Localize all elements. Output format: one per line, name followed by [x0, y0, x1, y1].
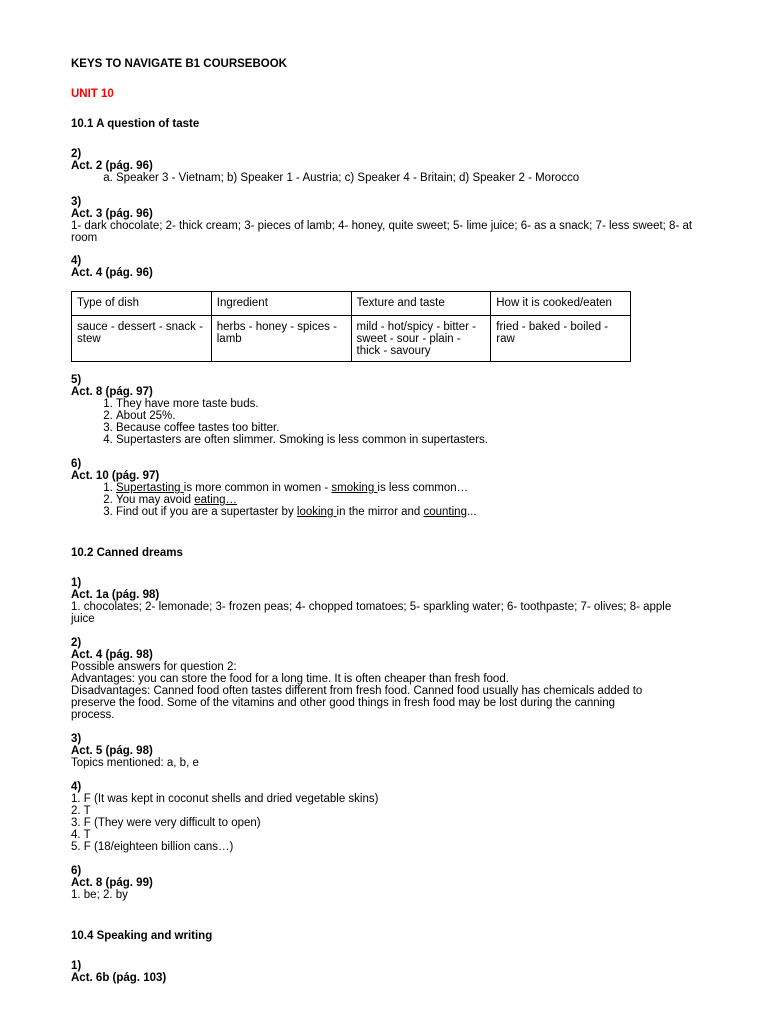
answer-line: 1. F (It was kept in coconut shells and dried vegetable skins)	[71, 793, 379, 805]
answer-block-10-1-3	[71, 196, 768, 244]
question-number: 5)	[71, 374, 82, 386]
question-number: 4)	[71, 255, 82, 267]
answer-item	[116, 494, 768, 506]
answer-line: 2. T	[71, 805, 91, 817]
table-header-cell: How it is cooked/eaten	[491, 292, 631, 316]
answer-text: 1. chocolates; 2- lemonade; 3- frozen peas; 4- chopped tomatoes; 5- sparkling water; 6- toothpaste; 7- olives; 8- apple juice	[71, 601, 672, 625]
answer-item: 1. They have more taste buds.	[116, 398, 768, 410]
unit-title: UNIT 10	[71, 88, 114, 100]
vocabulary-table	[71, 291, 631, 362]
answer-block-10-2-6	[71, 865, 768, 901]
activity-ref: Act. 5 (pág. 98)	[71, 745, 153, 757]
table-row	[72, 316, 631, 362]
underlined-word: eating…	[194, 494, 238, 506]
answer-block-10-1-5	[71, 374, 768, 446]
activity-ref: Act. 4 (pág. 96)	[71, 267, 153, 279]
activity-ref: Act. 8 (pág. 99)	[71, 877, 153, 889]
document-title: KEYS TO NAVIGATE B1 COURSEBOOK	[71, 58, 287, 70]
table-cell: fried - baked - boiled - raw	[491, 316, 631, 362]
answer-list	[71, 482, 768, 518]
answer-text: 1- dark chocolate; 2- thick cream; 3- pieces of lamb; 4- honey, quite sweet; 5- lime juice; 6- as a snack; 7- less sweet; 8- at room	[71, 220, 693, 244]
answer-text: is less common…	[377, 482, 469, 494]
activity-ref: Act. 2 (pág. 96)	[71, 160, 153, 172]
question-number: 1)	[71, 960, 82, 972]
table-cell: mild - hot/spicy - bitter - sweet - sour - plain - thick - savoury	[351, 316, 491, 362]
section-heading-10-1: 10.1 A question of taste	[71, 118, 200, 130]
answer-item	[116, 506, 768, 518]
answer-text: Advantages: you can store the food for a long time. It is often cheaper than fresh food.	[71, 673, 509, 685]
question-number: 2)	[71, 148, 82, 160]
answer-item	[116, 482, 768, 494]
answer-block-10-1-2	[71, 148, 768, 184]
answer-text: 1. be; 2. by	[71, 889, 128, 901]
question-number: 6)	[71, 865, 82, 877]
answer-text: preserve the food. Some of the vitamins and other good things in fresh food may be lost during the canning	[71, 697, 616, 709]
answer-item: 2. About 25%.	[116, 410, 768, 422]
table-header-row	[72, 292, 631, 316]
answer-item: 3. Because coffee tastes too bitter.	[116, 422, 768, 434]
activity-ref: Act. 10 (pág. 97)	[71, 470, 160, 482]
question-number: 3)	[71, 733, 82, 745]
question-number: 3)	[71, 196, 82, 208]
table-header-cell: Type of dish	[72, 292, 212, 316]
answer-item: a. Speaker 3 - Vietnam; b) Speaker 1 - Austria; c) Speaker 4 - Britain; d) Speaker 2 - Morocco	[116, 172, 768, 184]
underlined-word: smoking	[331, 482, 378, 494]
answer-line: 3. F (They were very difficult to open)	[71, 817, 261, 829]
activity-ref: Act. 3 (pág. 96)	[71, 208, 153, 220]
table-cell: sauce - dessert - snack - stew	[72, 316, 212, 362]
answer-line: 5. F (18/eighteen billion cans…)	[71, 841, 234, 853]
activity-ref: Act. 6b (pág. 103)	[71, 972, 167, 984]
question-number: 1)	[71, 577, 82, 589]
answer-text: ...	[466, 506, 477, 518]
answer-text: Topics mentioned: a, b, e	[71, 757, 199, 769]
table-header-cell: Ingredient	[211, 292, 351, 316]
table-cell: herbs - honey - spices - lamb	[211, 316, 351, 362]
answer-text: Find out if you are a supertaster by	[116, 506, 297, 518]
answer-block-10-2-3	[71, 733, 768, 769]
question-number: 2)	[71, 637, 82, 649]
answer-text: process.	[71, 709, 115, 721]
answer-block-10-2-4	[71, 781, 768, 853]
answer-text: in the mirror and	[336, 506, 424, 518]
answer-item: 4. Supertasters are often slimmer. Smoking is less common in supertasters.	[116, 434, 768, 446]
answer-block-10-2-1	[71, 577, 768, 625]
answer-list	[71, 398, 768, 446]
question-number: 4)	[71, 781, 82, 793]
answer-block-10-2-2	[71, 637, 768, 721]
answer-block-10-1-4	[71, 255, 768, 362]
question-number: 6)	[71, 458, 82, 470]
answer-block-10-1-6	[71, 458, 768, 518]
underlined-word: Supertasting	[116, 482, 184, 494]
activity-ref: Act. 1a (pág. 98)	[71, 589, 160, 601]
answer-text: is more common in women -	[183, 482, 332, 494]
activity-ref: Act. 4 (pág. 98)	[71, 649, 153, 661]
answer-text: Disadvantages: Canned food often tastes different from fresh food. Canned food usually has chemicals added to	[71, 685, 643, 697]
activity-ref: Act. 8 (pág. 97)	[71, 386, 153, 398]
underlined-word: counting	[423, 506, 467, 518]
answer-list	[71, 172, 768, 184]
answer-block-10-4-1	[71, 960, 768, 984]
answer-text: Possible answers for question 2:	[71, 661, 237, 673]
section-heading-10-4: 10.4 Speaking and writing	[71, 930, 213, 942]
answer-text: You may avoid	[116, 494, 195, 506]
underlined-word: looking	[296, 506, 337, 518]
table-header-cell: Texture and taste	[351, 292, 491, 316]
answer-line: 4. T	[71, 829, 91, 841]
section-heading-10-2: 10.2 Canned dreams	[71, 547, 183, 559]
